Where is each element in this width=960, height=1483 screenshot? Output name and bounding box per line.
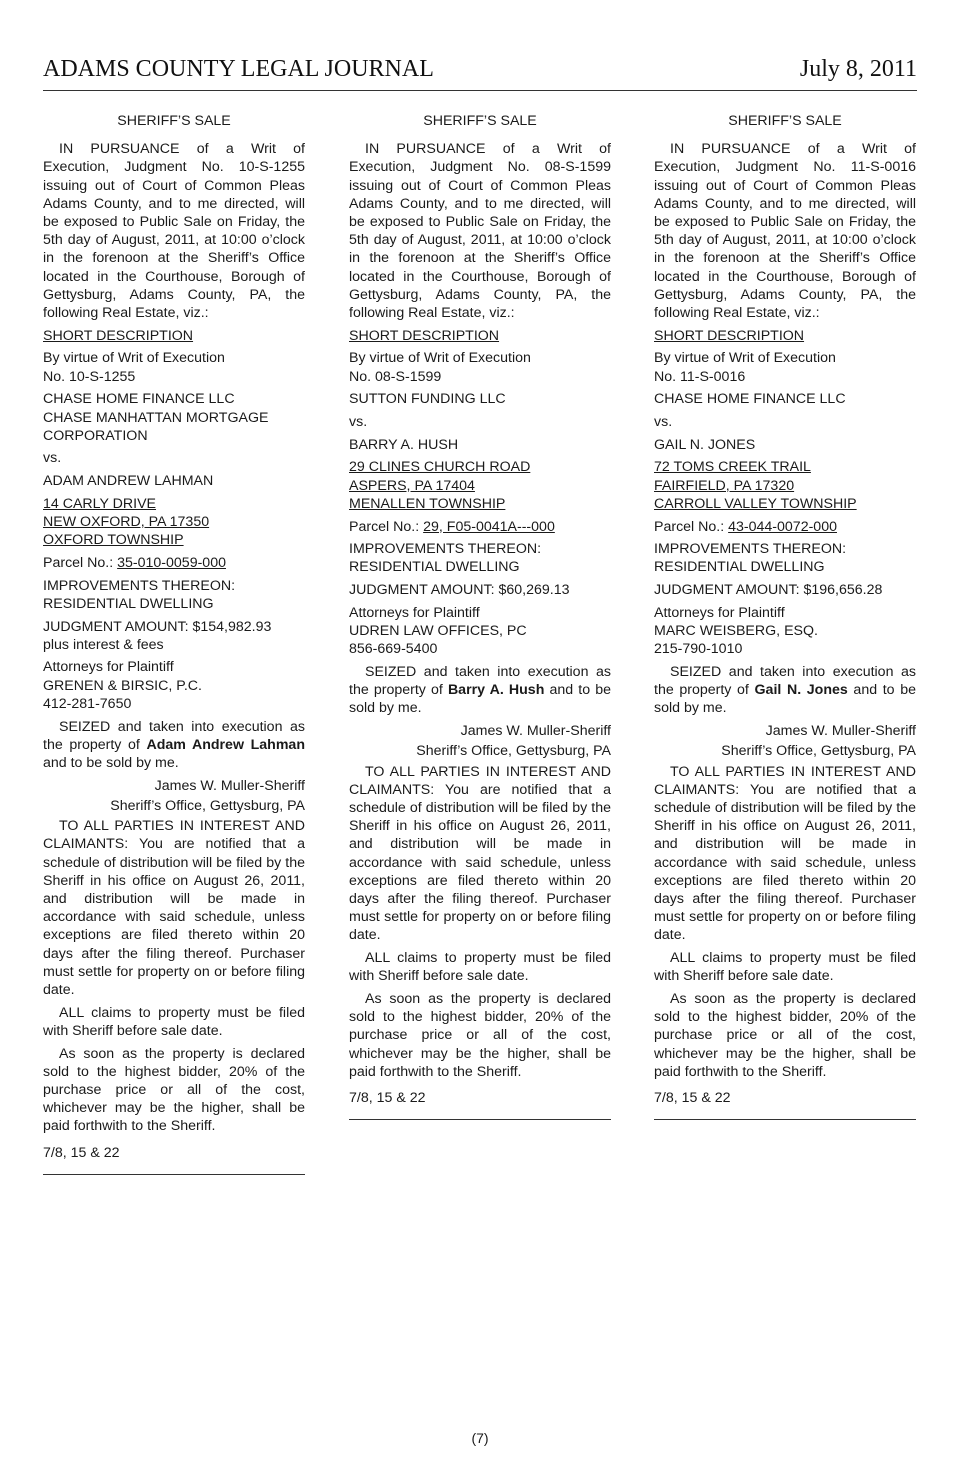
writ-line: By virtue of Writ of Execution xyxy=(349,350,531,367)
seized-statement xyxy=(43,718,305,773)
plaintiff-block xyxy=(43,390,305,445)
attorneys-label: Attorneys for Plaintiff xyxy=(349,604,480,621)
seized-statement xyxy=(654,663,916,718)
versus-text: vs. xyxy=(43,450,62,467)
seized-statement xyxy=(349,663,611,718)
improvements-value: RESIDENTIAL DWELLING xyxy=(654,559,825,576)
parties-notice: TO ALL PARTIES IN INTEREST AND CLAIMANTS: You are notified that a schedule of distribution will be filed by the Sheriff in his office on August 26, 2011, and distribution will be made in accordance with said schedule, unless exceptions are filed thereto within 20 days after the filing thereof. Purchaser must settle for property on or before filing date. xyxy=(654,763,916,944)
address-line: ASPERS, PA 17404 xyxy=(349,477,475,494)
versus-text: vs. xyxy=(349,414,368,431)
short-description-heading: SHORT DESCRIPTION xyxy=(654,327,805,344)
publication-dates: 7/8, 15 & 22 xyxy=(654,1089,731,1106)
attorneys-label: Attorneys for Plaintiff xyxy=(43,659,174,676)
address-line: OXFORD TOWNSHIP xyxy=(43,532,184,549)
journal-title: ADAMS COUNTY LEGAL JOURNAL xyxy=(43,56,434,82)
page-number: (7) xyxy=(471,1430,489,1446)
improvements-value: RESIDENTIAL DWELLING xyxy=(349,559,520,576)
attorneys-phone: 412-281-7650 xyxy=(43,695,132,712)
address-line: FAIRFIELD, PA 17320 xyxy=(654,477,795,494)
seized-owner: Barry A. Hush xyxy=(447,682,545,699)
sheriff-office: Sheriff’s Office, Gettysburg, PA xyxy=(110,797,305,814)
sheriff-name: James W. Muller-Sheriff xyxy=(765,723,916,740)
attorneys-block xyxy=(654,604,916,659)
attorneys-block xyxy=(43,658,305,713)
parcel-line xyxy=(654,518,916,536)
parcel-label: Parcel No.: xyxy=(349,518,424,535)
parcel-label: Parcel No.: xyxy=(654,518,729,535)
plaintiff-name: CHASE MANHATTAN MORTGAGE xyxy=(43,409,269,426)
plaintiff-block xyxy=(654,390,916,408)
notice-intro: IN PURSUANCE of a Writ of Execution, Judgment No. 08-S-1599 issuing out of Court of Common Pleas Adams County, and to me directed, will be exposed to Public Sale on Friday, the 5th day of August, 2011, at 10:00 o’clock in the forenoon at the Sheriff’s Office located in the Courthouse, Borough of Gettysburg, Adams County, PA, the following Real Estate, viz.: xyxy=(349,141,611,322)
writ-number: No. 11-S-0016 xyxy=(654,368,746,385)
improvements-label: IMPROVEMENTS THEREON: xyxy=(349,541,542,558)
judgment-amount: JUDGMENT AMOUNT: $60,269.13 xyxy=(349,582,570,599)
sheriff-sale-notice-3 xyxy=(654,112,916,1120)
address-line: MENALLEN TOWNSHIP xyxy=(349,495,506,512)
notice-heading: SHERIFF’S SALE xyxy=(728,113,842,129)
improvements xyxy=(43,577,305,613)
address-line: 29 CLINES CHURCH ROAD xyxy=(349,459,531,476)
defendant-name: GAIL N. JONES xyxy=(654,436,756,453)
defendant-name: ADAM ANDREW LAHMAN xyxy=(43,473,214,490)
attorneys-firm: MARC WEISBERG, ESQ. xyxy=(654,623,818,640)
judgment-amount: JUDGMENT AMOUNT: $154,982.93 xyxy=(43,618,272,635)
defendant-name: BARRY A. HUSH xyxy=(349,436,459,453)
notice-heading: SHERIFF’S SALE xyxy=(117,113,231,129)
writ-block xyxy=(43,349,305,385)
declared-notice: As soon as the property is declared sold to the highest bidder, 20% of the purchase price or all of the cost, whichever may be the higher, shall be paid forthwith to the Sheriff. xyxy=(654,990,916,1080)
parcel-number: 35-010-0059-000 xyxy=(117,554,226,571)
sheriff-sale-notice-2 xyxy=(349,112,611,1120)
plaintiff-name: CORPORATION xyxy=(43,427,148,444)
seized-text: SEIZED and taken into execution as the property of xyxy=(349,663,611,699)
seized-text: and to be sold by me. xyxy=(654,682,916,717)
seized-owner: Adam Andrew Lahman xyxy=(146,736,305,753)
property-address xyxy=(349,458,611,513)
declared-notice: As soon as the property is declared sold to the highest bidder, 20% of the purchase price or all of the cost, whichever may be the higher, shall be paid forthwith to the Sheriff. xyxy=(349,990,611,1080)
claims-notice: ALL claims to property must be filed with Sheriff before sale date. xyxy=(654,950,916,985)
plaintiff-block xyxy=(349,390,611,408)
versus-text: vs. xyxy=(654,414,673,431)
parties-notice: TO ALL PARTIES IN INTEREST AND CLAIMANTS: You are notified that a schedule of distribution will be filed by the Sheriff in his office on August 26, 2011, and distribution will be made in accordance with said schedule, unless exceptions are filed thereto within 20 days after the filing thereof. Purchaser must settle for property on or before filing date. xyxy=(349,763,611,944)
parcel-line xyxy=(349,518,611,536)
claims-notice: ALL claims to property must be filed with Sheriff before sale date. xyxy=(349,950,611,985)
short-description-heading: SHORT DESCRIPTION xyxy=(349,327,500,344)
publication-dates: 7/8, 15 & 22 xyxy=(349,1089,426,1106)
publication-dates: 7/8, 15 & 22 xyxy=(43,1144,120,1161)
sheriff-office: Sheriff’s Office, Gettysburg, PA xyxy=(416,743,611,760)
writ-line: By virtue of Writ of Execution xyxy=(43,350,225,367)
plaintiff-name: SUTTON FUNDING LLC xyxy=(349,391,506,408)
writ-number: No. 08-S-1599 xyxy=(349,368,442,385)
sheriff-sale-notice-1 xyxy=(43,112,305,1175)
address-line: CARROLL VALLEY TOWNSHIP xyxy=(654,495,857,512)
judgment-block xyxy=(43,618,305,654)
sheriff-name: James W. Muller-Sheriff xyxy=(460,723,611,740)
seized-owner: Gail N. Jones xyxy=(754,682,848,699)
address-line: 14 CARLY DRIVE xyxy=(43,495,157,512)
judgment-amount: JUDGMENT AMOUNT: $196,656.28 xyxy=(654,582,883,599)
issue-date: July 8, 2011 xyxy=(799,56,917,82)
writ-number: No. 10-S-1255 xyxy=(43,368,136,385)
sheriff-name: James W. Muller-Sheriff xyxy=(154,777,305,794)
plaintiff-name: CHASE HOME FINANCE LLC xyxy=(43,391,235,408)
seized-text: and to be sold by me. xyxy=(349,682,611,717)
property-address xyxy=(43,495,305,550)
writ-block xyxy=(654,349,916,385)
seized-text: SEIZED and taken into execution as the property of xyxy=(43,718,305,753)
notice-end-rule xyxy=(43,1174,305,1175)
notice-intro: IN PURSUANCE of a Writ of Execution, Judgment No. 10-S-1255 issuing out of Court of Common Pleas Adams County, and to me directed, will be exposed to Public Sale on Friday, the 5th day of August, 2011, at 10:00 o’clock in the forenoon at the Sheriff’s Office located in the Courthouse, Borough of Gettysburg, Adams County, PA, the following Real Estate, viz.: xyxy=(43,141,305,322)
notice-end-rule xyxy=(654,1119,916,1120)
notice-heading: SHERIFF’S SALE xyxy=(423,113,537,129)
header-divider xyxy=(43,90,917,91)
seized-text: and to be sold by me. xyxy=(43,755,179,771)
address-line: 72 TOMS CREEK TRAIL xyxy=(654,459,811,476)
attorneys-phone: 215-790-1010 xyxy=(654,641,743,658)
attorneys-firm: UDREN LAW OFFICES, PC xyxy=(349,623,527,640)
claims-notice: ALL claims to property must be filed with Sheriff before sale date. xyxy=(43,1004,305,1039)
parties-notice: TO ALL PARTIES IN INTEREST AND CLAIMANTS: You are notified that a schedule of distribution will be filed by the Sheriff in his office on August 26, 2011, and distribution will be made in accordance with said schedule, unless exceptions are filed thereto within 20 days after the filing thereof. Purchaser must settle for property on or before filing date. xyxy=(43,818,305,998)
parcel-number: 43-044-0072-000 xyxy=(728,518,837,535)
improvements-value: RESIDENTIAL DWELLING xyxy=(43,595,214,612)
declared-notice: As soon as the property is declared sold to the highest bidder, 20% of the purchase price or all of the cost, whichever may be the higher, shall be paid forthwith to the Sheriff. xyxy=(43,1045,305,1135)
attorneys-block xyxy=(349,604,611,659)
improvements-label: IMPROVEMENTS THEREON: xyxy=(43,577,236,594)
parcel-label: Parcel No.: xyxy=(43,554,118,571)
judgment-extra: plus interest & fees xyxy=(43,636,164,653)
improvements-label: IMPROVEMENTS THEREON: xyxy=(654,541,847,558)
address-line: NEW OXFORD, PA 17350 xyxy=(43,514,210,531)
parcel-number: 29, F05-0041A---000 xyxy=(423,518,555,535)
parcel-line xyxy=(43,554,305,572)
improvements xyxy=(654,540,916,576)
property-address xyxy=(654,458,916,513)
short-description-heading: SHORT DESCRIPTION xyxy=(43,327,194,344)
attorneys-phone: 856-669-5400 xyxy=(349,641,438,658)
journal-header xyxy=(43,52,917,88)
writ-block xyxy=(349,349,611,385)
plaintiff-name: CHASE HOME FINANCE LLC xyxy=(654,391,846,408)
attorneys-label: Attorneys for Plaintiff xyxy=(654,604,785,621)
attorneys-firm: GRENEN & BIRSIC, P.C. xyxy=(43,677,202,694)
improvements xyxy=(349,540,611,576)
writ-line: By virtue of Writ of Execution xyxy=(654,350,836,367)
sheriff-office: Sheriff’s Office, Gettysburg, PA xyxy=(721,743,916,760)
notice-end-rule xyxy=(349,1119,611,1120)
notice-intro: IN PURSUANCE of a Writ of Execution, Judgment No. 11-S-0016 issuing out of Court of Common Pleas Adams County, and to me directed, will be exposed to Public Sale on Friday, the 5th day of August, 2011, at 10:00 o’clock in the forenoon at the Sheriff’s Office located in the Courthouse, Borough of Gettysburg, Adams County, PA, the following Real Estate, viz.: xyxy=(654,141,916,322)
seized-text: SEIZED and taken into execution as the property of xyxy=(654,663,916,699)
